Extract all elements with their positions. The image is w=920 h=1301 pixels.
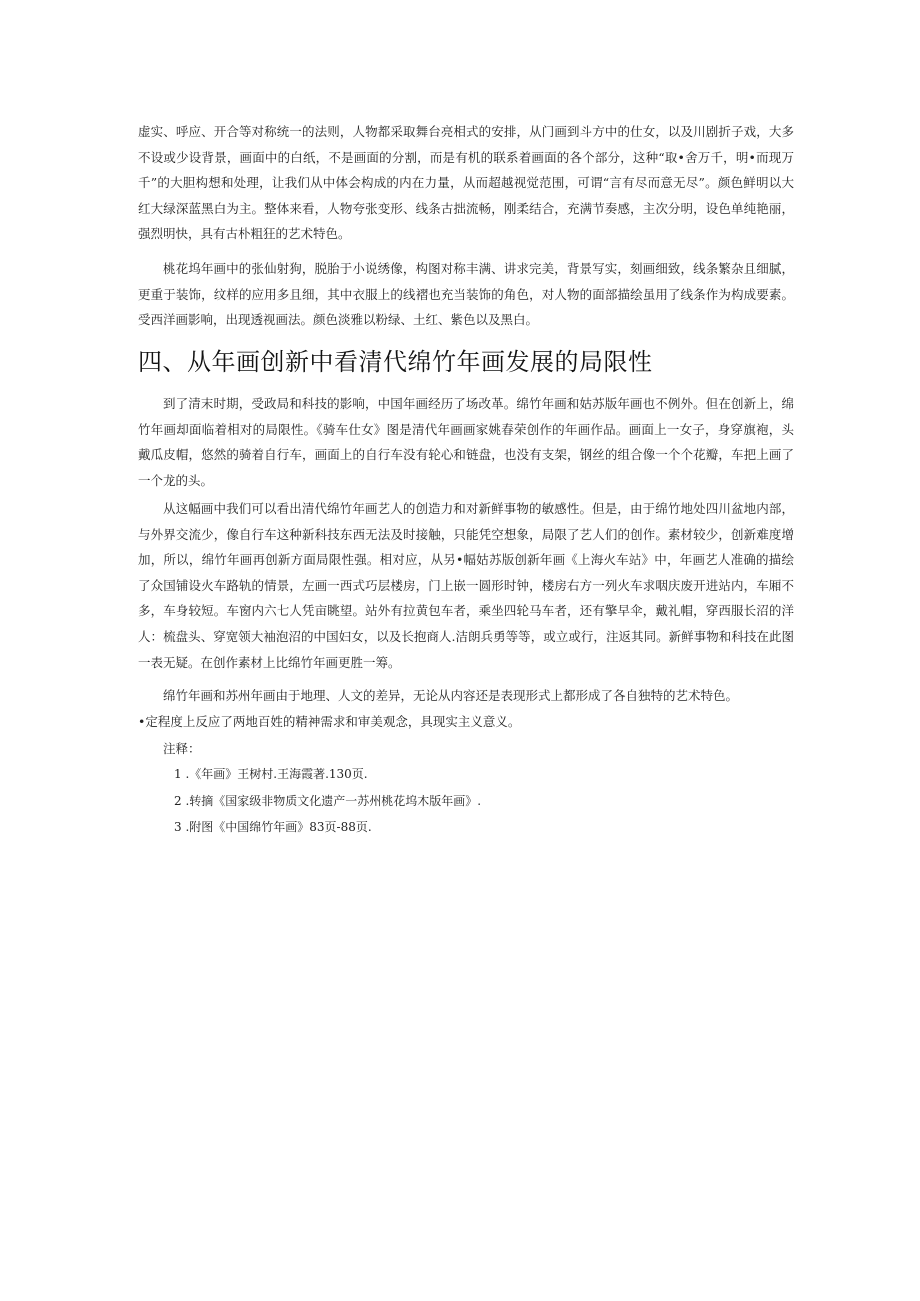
paragraph-qing-reform: 到了清末时期，受政局和科技的影响，中国年画经历了场改革。绵竹年画和姑苏版年画也不例外。但在创新上，绵竹年画却面临着相对的局限性。《骑车仕女》图是清代年画画家姚春荣创作的年画作品。画面上一女子，身穿旗袍，头戴瓜皮帽，悠然的骑着自行车，画面上的自行车没有轮心和链盘，也没有支架，钢丝的组合像一个个花瓣，车把上画了一个龙的头。: [138, 396, 794, 488]
note-item: 1 .《年画》王树村.王海霞著.130页.: [174, 767, 368, 781]
note-item: 2 .转摘《国家级非物质文化遗产一苏州桃花坞木版年画》.: [174, 794, 482, 808]
section-heading: 四、从年画创新中看清代绵竹年画发展的局限性: [138, 348, 653, 376]
paragraph-comparison: 绵竹年画和苏州年画由于地理、人文的差异，无论从内容还是表现形式上都形成了各自独特的艺术特色。: [163, 688, 739, 703]
note-item: 3 .附图《中国绵竹年画》83页-88页.: [174, 820, 372, 834]
paragraph-taohuawu: 桃花坞年画中的张仙射狗，脱胎于小说绣像，构图对称丰满、讲求完美，背景写实，刻画细致，线条繁杂且细腻，更重于装饰，纹样的应用多且细，其中衣服上的线褶也充当装饰的角色，对人物的面部描绘虽用了线条作为构成要素。受西洋画影响，出现透视画法。颜色淡雅以粉绿、土红、紫色以及黑白。: [138, 261, 794, 328]
paragraph-continuation: 虚实、呼应、开合等对称统一的法则，人物都采取舞台亮相式的安排，从门画到斗方中的仕女，以及川剧折子戏，大多不设或少设背景，画面中的白纸，不是画面的分割，而是有机的联系着画面的各个部分，这种“取•舍万千，明•而现万千”的大胆构想和处理，让我们从中体会构成的内在力量，从而超越视觉范围，可谓“言有尽而意无尽”。颜色鲜明以大红大绿深蓝黑白为主。整体来看，人物夸张变形、线条古拙流畅，刚柔结合，充满节奏感，主次分明，设色单纯艳丽，强烈明快，具有古朴粗狂的艺术特色。: [138, 124, 794, 242]
paragraph-analysis: 从这幅画中我们可以看出清代绵竹年画艺人的创造力和对新鲜事物的敏感性。但是，由于绵竹地处四川盆地内部，与外界交流少，像自行车这种新科技东西无法及时接触，只能凭空想象，局限了艺人们的创作。素材较少，创新难度增加，所以，绵竹年画再创新方面局限性强。相对应，从另•幅姑苏版创新年画《上海火车站》中，年画艺人准确的描绘了众国铺设火车路轨的情景，左画一西式巧层楼房，门上嵌一圆形时钟，楼房右方一列火车求咽庆废开进站内，车厢不多，车身较短。车窗内六七人凭亩眺望。站外有拉黄包车者，乘坐四轮马车者，还有擎早伞，戴礼帽，穿西服长沼的洋人：梳盘头、穿宽领大袖泡沼的中国妇女，以及长抱商人.洁朗兵勇等等，或立或行，注返其同。新鲜事物和科技在此图一表无疑。在创作素材上比绵竹年画更胜一筹。: [138, 501, 794, 670]
notes-label: 注释：: [163, 741, 201, 756]
paragraph-conclusion: •定程度上反应了两地百姓的精神需求和审美观念，具现实主义意义。: [138, 714, 521, 729]
